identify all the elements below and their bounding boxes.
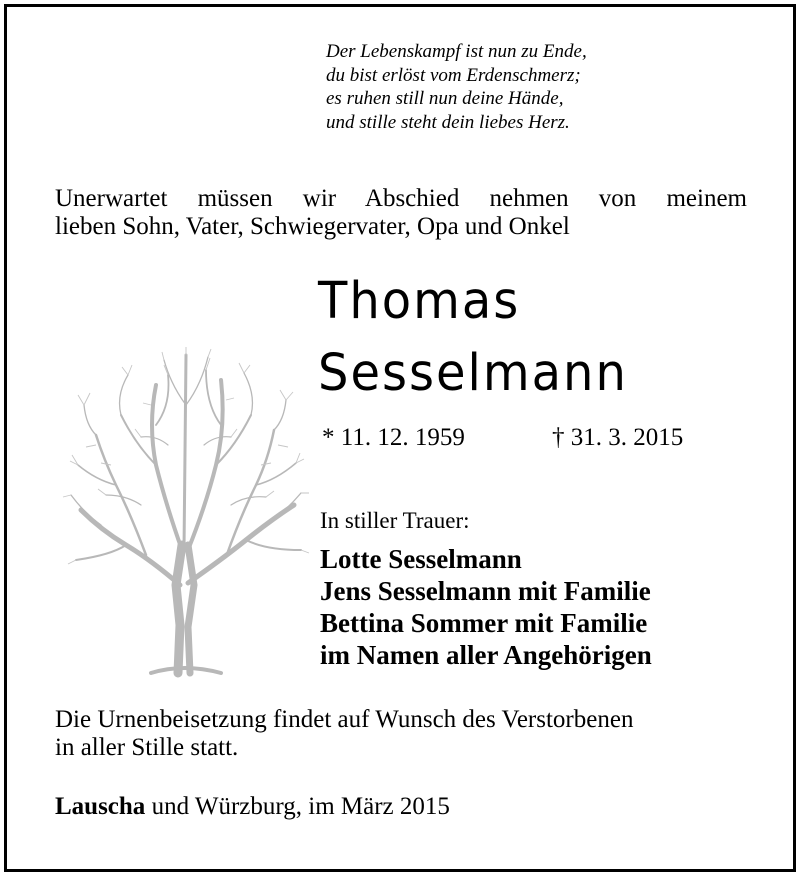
burial-notice bbox=[55, 706, 633, 762]
poem-line: und stille steht dein liebes Herz. bbox=[326, 111, 570, 133]
death-date: † 31. 3. 2015 bbox=[552, 424, 684, 451]
intro-line: lieben Sohn, Vater, Schwiegervater, Opa und Onkel bbox=[55, 213, 570, 240]
poem-line: du bist erlöst vom Erdenschmerz; bbox=[326, 64, 581, 86]
birth-date: * 11. 12. 1959 bbox=[322, 424, 465, 451]
tree-icon bbox=[56, 345, 316, 683]
poem bbox=[326, 40, 587, 134]
intro-text bbox=[55, 185, 747, 241]
deceased-last-name: Sesselmann bbox=[318, 344, 628, 403]
deceased-first-name: Thomas bbox=[318, 272, 521, 331]
mourners-list bbox=[320, 543, 652, 671]
mourner-name: Jens Sesselmann mit Familie bbox=[320, 576, 651, 606]
intro-line: Unerwartet müssen wir Abschied nehmen von meinem bbox=[55, 185, 747, 212]
burial-line: Die Urnenbeisetzung findet auf Wunsch des Verstorbenen bbox=[55, 706, 634, 733]
mourner-name: Lotte Sesselmann bbox=[320, 544, 522, 574]
place-rest: und Würzburg, im März 2015 bbox=[145, 793, 450, 820]
burial-line: in aller Stille statt. bbox=[55, 734, 239, 761]
poem-line: es ruhen still nun deine Hände, bbox=[326, 88, 564, 109]
mourner-name: Bettina Sommer mit Familie bbox=[320, 608, 648, 638]
mourner-name: im Namen aller Angehörigen bbox=[320, 640, 652, 670]
place-town: Lauscha bbox=[55, 793, 146, 820]
place-date bbox=[55, 793, 450, 821]
mourning-label: In stiller Trauer: bbox=[320, 508, 470, 533]
poem-line: Der Lebenskampf ist nun zu Ende, bbox=[326, 41, 587, 62]
